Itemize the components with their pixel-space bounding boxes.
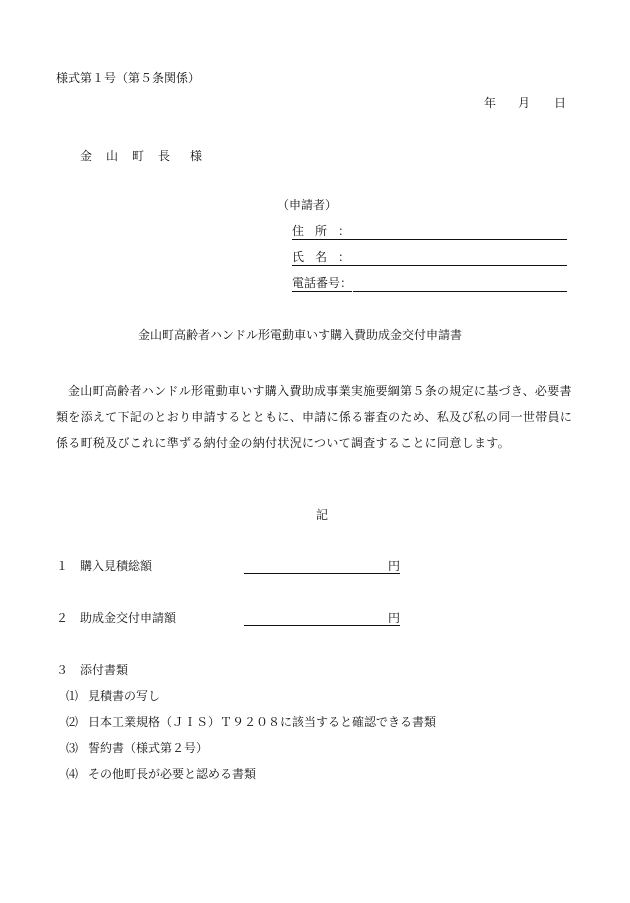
attachments-heading-label: 添付書類 [80,663,129,677]
subsidy-amount-row [56,611,416,627]
subsidy-amount-input[interactable] [244,611,400,626]
addressee-name: 金山町長 [80,149,185,163]
addressee [80,149,202,163]
estimate-total-input[interactable] [244,559,400,574]
phone-line[interactable] [353,291,567,292]
ki-label: 記 [316,508,329,522]
address-label: 住所： [292,224,362,238]
yen-unit: 円 [388,559,401,573]
attachment-text: 見積書の写し [88,689,161,703]
attachment-item [66,715,436,729]
body-paragraph: 金山町高齢者ハンドル形電動車いす購入費助成事業実施要綱第５条の規定に基づき、必要書類を添えて下記のとおり申請するとともに、申請に係る審査のため、私及び私の同一世帯員に係る町税及びこれに準ずる納付金の納付状況について調査することに同意します。 [56,384,573,450]
form-number: 様式第１号（第５条関係） [56,71,201,85]
attachment-text: 誓約書（様式第２号） [88,741,209,755]
document-title: 金山町高齢者ハンドル形電動車いす購入費助成金交付申請書 [138,328,463,342]
phone-field[interactable] [292,276,567,292]
applicant-heading: （申請者） [277,198,338,212]
phone-label: 電話番号： [292,276,353,290]
date-month: 月 [518,96,531,110]
attachment-item [66,689,160,703]
subsidy-amount-label: 助成金交付申請額 [80,611,177,625]
date-year: 年 [484,96,497,110]
attachment-item [66,767,256,781]
attachment-text: その他町長が必要と認める書類 [88,767,257,781]
attachments-heading [56,663,128,677]
item-number: １ [56,559,69,573]
name-line[interactable] [341,265,567,266]
address-line[interactable] [341,239,567,240]
date-line [484,96,566,110]
date-day: 日 [554,96,567,110]
attachment-mark: ⑶ [66,741,79,755]
yen-unit: 円 [388,611,401,625]
estimate-total-label: 購入見積総額 [80,559,153,573]
attachment-item [66,741,208,755]
name-label: 氏名： [292,250,362,264]
name-field[interactable] [292,250,567,266]
attachment-text: 日本工業規格（ＪＩＳ）Ｔ９２０８に該当すると確認できる書類 [88,715,437,729]
item-number: ３ [56,663,69,677]
attachment-mark: ⑵ [66,715,79,729]
addressee-honorific: 様 [190,149,203,163]
address-field[interactable] [292,224,567,240]
estimate-total-row [56,559,416,575]
item-number: ２ [56,611,69,625]
attachment-mark: ⑴ [66,689,79,703]
attachment-mark: ⑷ [66,767,79,781]
